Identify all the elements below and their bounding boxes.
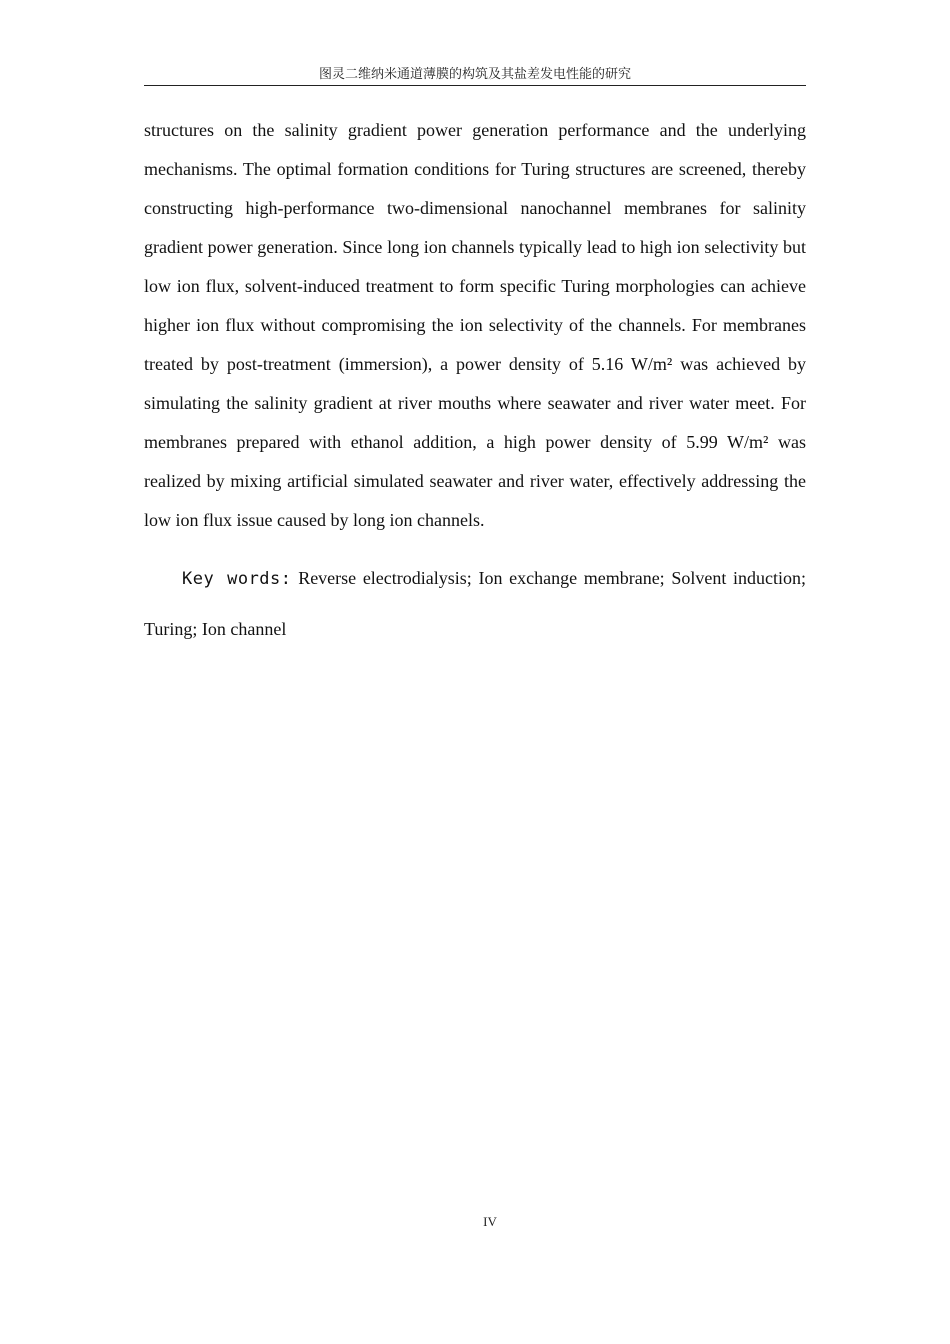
keywords-line [144,553,806,654]
header-rule [144,85,806,86]
abstract-paragraph: structures on the salinity gradient power generation performance and the underlying mechanisms. The optimal formation conditions for Turing structures are screened, thereby constructing high-performance two-dimensional nanochannel membranes for salinity gradient power generation. Since long ion channels typically lead to high ion selectivity but low ion flux, solvent-induced treatment to form specific Turing morphologies can achieve higher ion flux without compromising the ion selectivity of the channels. For membranes treated by post-treatment (immersion), a power density of 5.16 W/m² was achieved by simulating the salinity gradient at river mouths where seawater and river water meet. For membranes prepared with ethanol addition, a high power density of 5.99 W/m² was realized by mixing artificial simulated seawater and river water, effectively addressing the low ion flux issue caused by long ion channels. [144,120,806,530]
running-header: 图灵二维纳米通道薄膜的构筑及其盐差发电性能的研究 [318,67,631,82]
page-number: IV [483,1214,497,1229]
keywords-label: Key words: [182,569,292,589]
keywords-text: Reverse electrodialysis; Ion exchange membrane; Solvent induction; Turing; Ion channel [144,568,806,639]
